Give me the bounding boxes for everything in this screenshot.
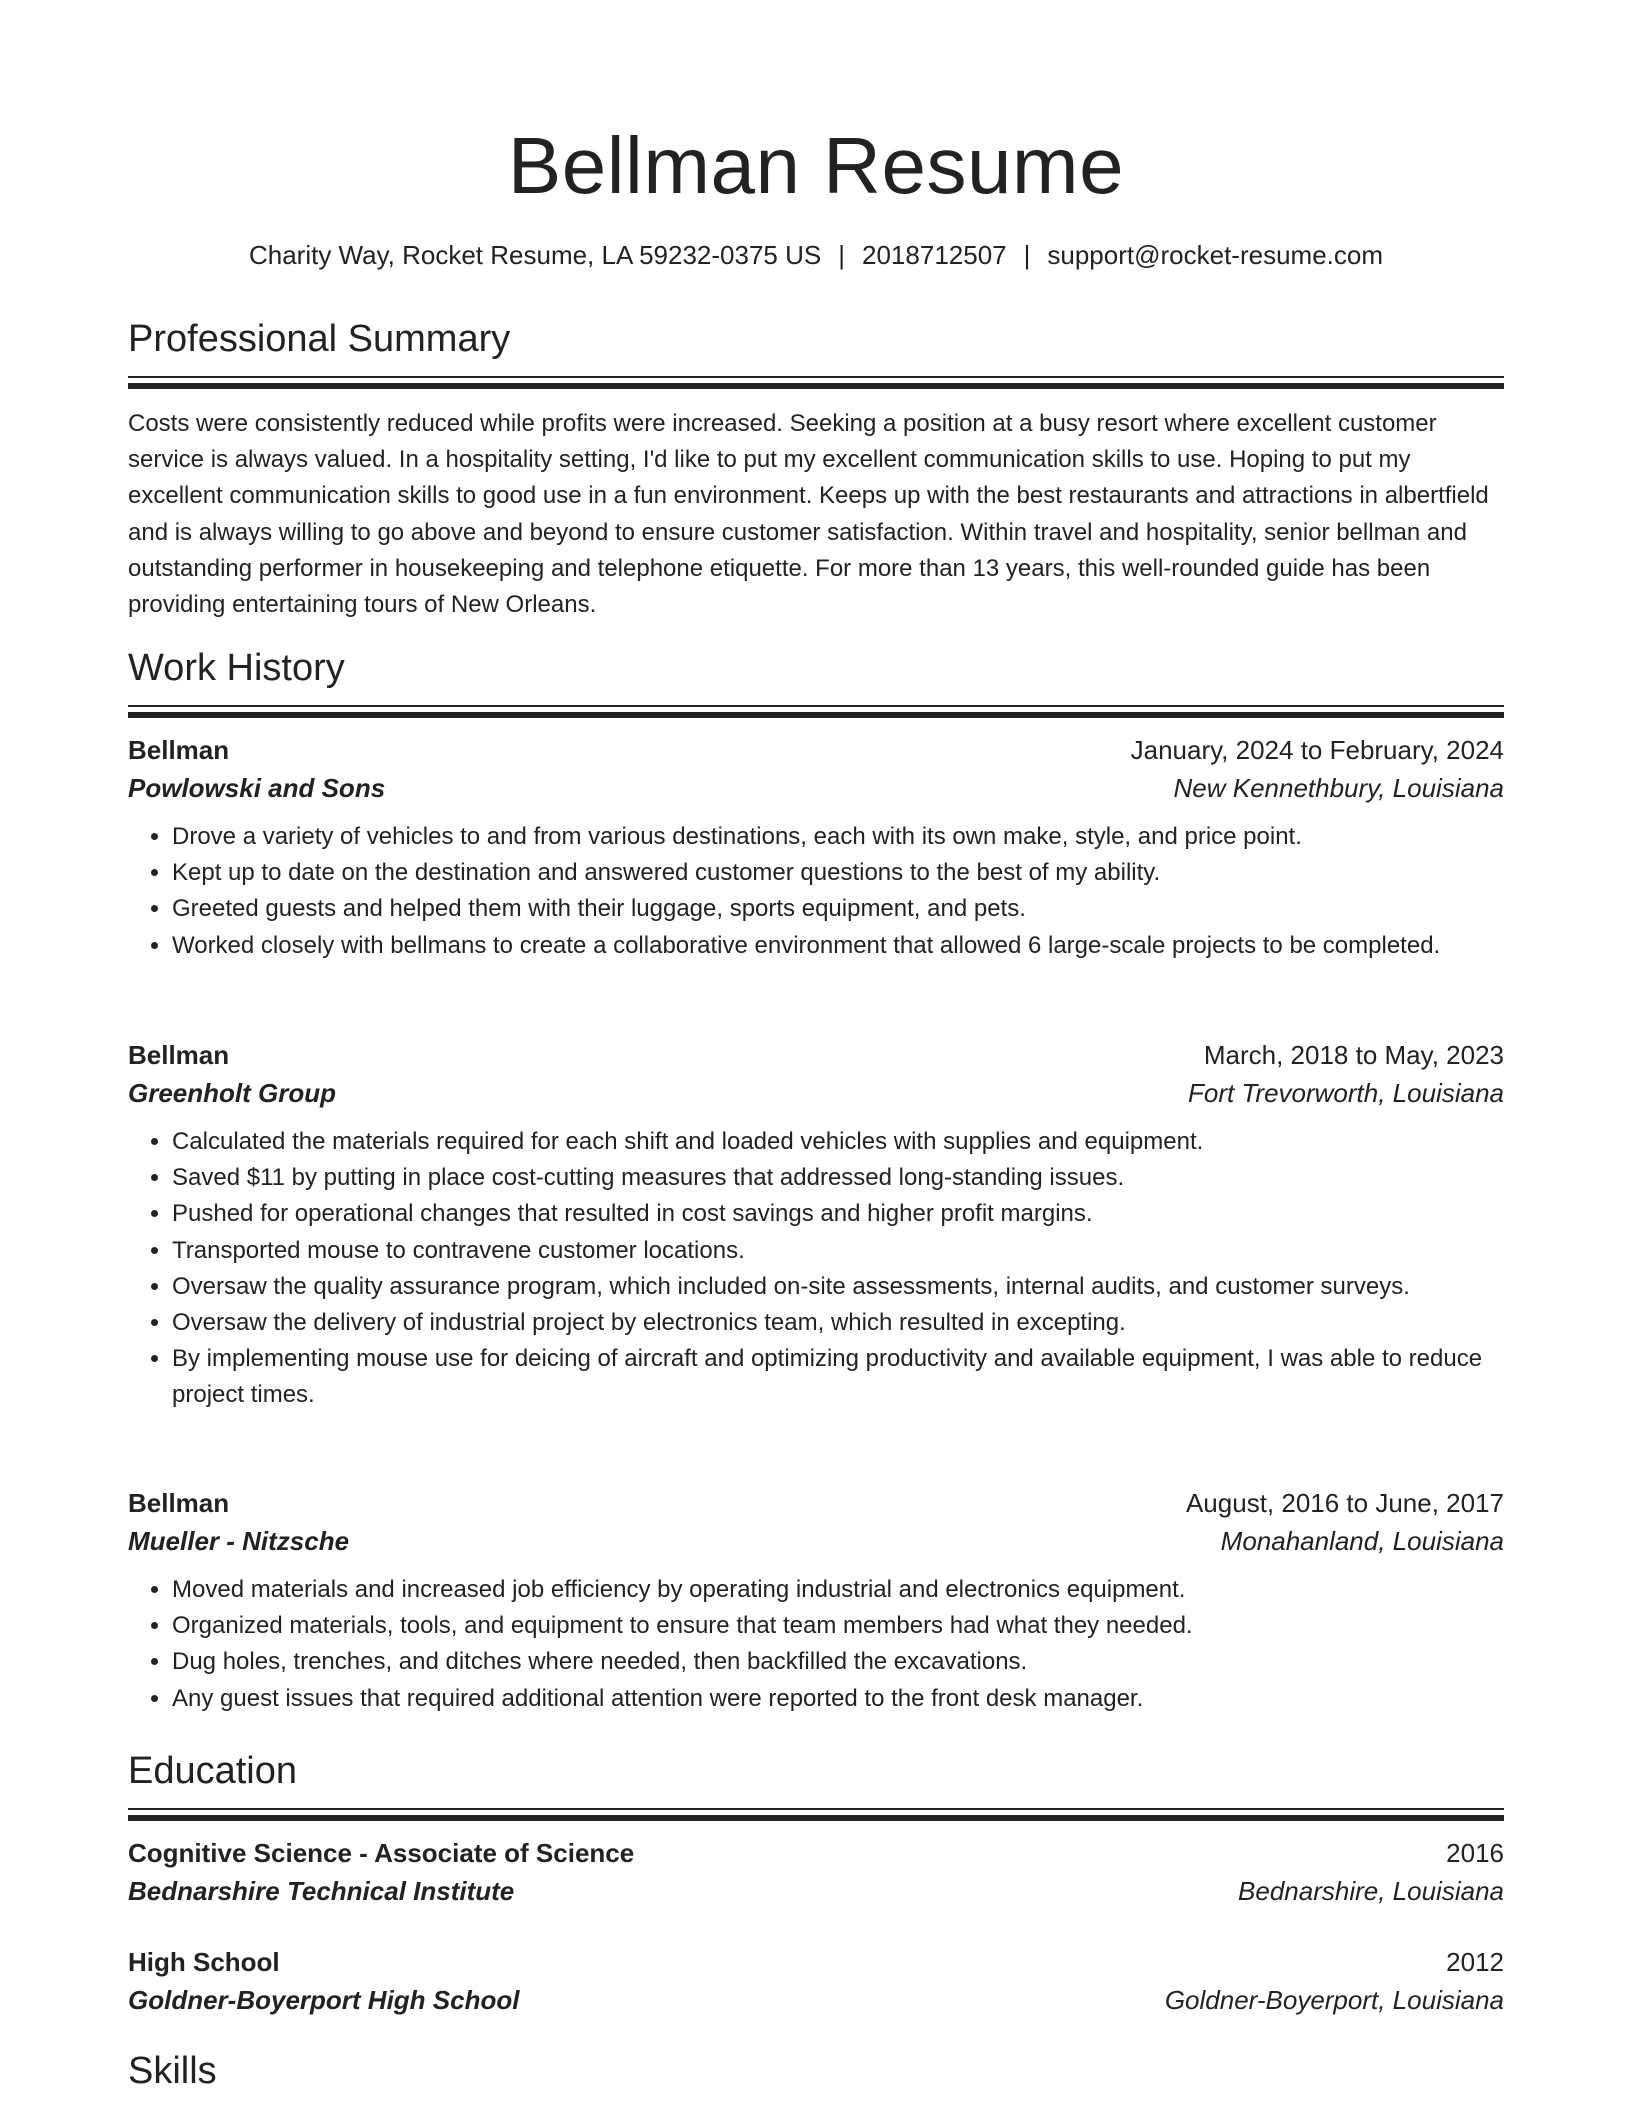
bullet-item: • Drove a variety of vehicles to and from various destinations, each with its own make, style, and price point. bbox=[172, 819, 1504, 855]
contact-email: support@rocket-resume.com bbox=[1047, 240, 1384, 270]
bullet-item: • Organized materials, tools, and equipment to ensure that team members had what they needed. bbox=[172, 1608, 1504, 1644]
summary-text: Costs were consistently reduced while profits were increased. Seeking a position at a busy resort where excellent customer service is always valued. In a hospitality setting, I'd like to put my excellent communication skills to use. Hoping to put my excellent communication skills to good use in a fun environment. Keeps up with the best restaurants and attractions in albertfield and is always willing to go above and beyond to ensure customer satisfaction. Within travel and hospitality, senior bellman and outstanding performer in housekeeping and telephone etiquette. For more than 13 years, this well-rounded guide has been providing entertaining tours of New Orleans. bbox=[128, 410, 1489, 619]
resume-name: Bellman Resume bbox=[507, 121, 1125, 210]
section-title-skills: Skills bbox=[128, 2050, 217, 2092]
section-divider bbox=[128, 1808, 1504, 1822]
bullet-item: • Worked closely with bellmans to create a collaborative environment that allowed 6 large-scale projects to be completed. bbox=[172, 928, 1504, 964]
education-location: Bednarshire, Louisiana bbox=[1238, 1876, 1504, 1906]
bullet-item: • Transported mouse to contravene customer locations. bbox=[172, 1233, 1504, 1269]
job-dates: January, 2024 to February, 2024 bbox=[1130, 735, 1504, 765]
job-entry bbox=[128, 1036, 1504, 1414]
job-bullets bbox=[128, 1572, 1504, 1717]
job-location: Monahanland, Louisiana bbox=[1220, 1526, 1504, 1556]
job-title: Bellman bbox=[128, 1040, 230, 1070]
contact-phone: 2018712507 bbox=[862, 240, 1007, 270]
bullet-item: • Pushed for operational changes that resulted in cost savings and higher profit margins. bbox=[172, 1196, 1504, 1232]
job-location: Fort Trevorworth, Louisiana bbox=[1188, 1078, 1504, 1108]
job-entry bbox=[128, 1484, 1504, 1717]
section-divider bbox=[128, 705, 1504, 719]
bullet-item: • Calculated the materials required for each shift and loaded vehicles with supplies and equipment. bbox=[172, 1124, 1504, 1160]
job-company: Powlowski and Sons bbox=[128, 773, 386, 803]
bullet-item: • Dug holes, trenches, and ditches where needed, then backfilled the excavations. bbox=[172, 1644, 1504, 1680]
bullet-item: • Moved materials and increased job efficiency by operating industrial and electronics equipment. bbox=[172, 1572, 1504, 1608]
bullet-item: • Oversaw the quality assurance program, which included on-site assessments, internal audits, and customer surveys. bbox=[172, 1269, 1504, 1305]
education-year: 2016 bbox=[1446, 1838, 1504, 1868]
job-dates: August, 2016 to June, 2017 bbox=[1185, 1488, 1504, 1518]
summary-section bbox=[128, 316, 1504, 623]
education-school: Bednarshire Technical Institute bbox=[128, 1876, 515, 1906]
section-divider bbox=[128, 376, 1504, 390]
education-school: Goldner-Boyerport High School bbox=[128, 1985, 520, 2015]
section-title-work-history: Work History bbox=[128, 647, 345, 689]
section-title-summary: Professional Summary bbox=[128, 318, 511, 360]
contact-address: Charity Way, Rocket Resume, LA 59232-0375 US bbox=[248, 240, 822, 270]
education-year: 2012 bbox=[1446, 1947, 1504, 1977]
education-entry bbox=[128, 1943, 1504, 2019]
contact-line bbox=[128, 238, 1504, 272]
bullet-item: • Saved $11 by putting in place cost-cutting measures that addressed long-standing issues. bbox=[172, 1160, 1504, 1196]
work-history-section bbox=[128, 645, 1504, 719]
job-location: New Kennethbury, Louisiana bbox=[1173, 773, 1504, 803]
job-company: Mueller - Nitzsche bbox=[128, 1526, 350, 1556]
job-title: Bellman bbox=[128, 1488, 230, 1518]
education-degree: Cognitive Science - Associate of Science bbox=[128, 1838, 635, 1868]
job-title: Bellman bbox=[128, 735, 230, 765]
contact-separator: | bbox=[1023, 240, 1031, 270]
job-dates: March, 2018 to May, 2023 bbox=[1203, 1040, 1504, 1070]
section-title-education: Education bbox=[128, 1750, 298, 1792]
bullet-item: • Kept up to date on the destination and answered customer questions to the best of my ability. bbox=[172, 855, 1504, 891]
contact-separator: | bbox=[838, 240, 846, 270]
job-entry bbox=[128, 731, 1504, 964]
education-degree: High School bbox=[128, 1947, 280, 1977]
bullet-item: • Any guest issues that required additional attention were reported to the front desk manager. bbox=[172, 1681, 1504, 1717]
education-location: Goldner-Boyerport, Louisiana bbox=[1164, 1985, 1504, 2015]
education-section bbox=[128, 1748, 1504, 1822]
job-company: Greenholt Group bbox=[128, 1078, 336, 1108]
bullet-item: • By implementing mouse use for deicing of aircraft and optimizing productivity and available equipment, I was able to reduce project times. bbox=[172, 1341, 1504, 1413]
job-bullets bbox=[128, 819, 1504, 964]
education-entry bbox=[128, 1834, 1504, 1910]
resume-page bbox=[128, 0, 1504, 2092]
skills-section bbox=[128, 2048, 1504, 2094]
job-bullets bbox=[128, 1124, 1504, 1414]
bullet-item: • Greeted guests and helped them with their luggage, sports equipment, and pets. bbox=[172, 891, 1504, 927]
bullet-item: • Oversaw the delivery of industrial project by electronics team, which resulted in excepting. bbox=[172, 1305, 1504, 1341]
